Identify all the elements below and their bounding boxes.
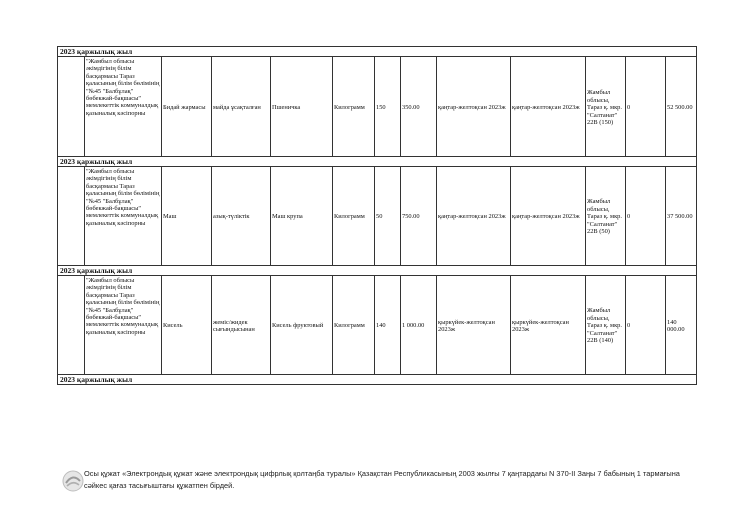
procurement-table: [57, 46, 697, 386]
year-header: 2023 қаржылық жыл: [57, 374, 697, 385]
empty-cell: [58, 57, 85, 159]
total-cell: 37 500.00: [667, 213, 693, 221]
delivery-place-cell: Жамбыл облысы, Тараз қ. мкр. "Салтанат" 22В (50): [586, 167, 626, 267]
delivery-period-cell: қыркүйек-желтоқсан 2023ж: [511, 276, 586, 376]
year-header: 2023 қаржылық жыл: [57, 46, 697, 57]
table-row: [57, 167, 697, 268]
characteristic-cell: майда ұсақталған: [212, 57, 271, 159]
customer-cell: "Жамбыл облысы әкімдігінің білім басқармасы Тараз қаласының білім бөлімінің "№45 "Балбұлақ" бөбекжай-бақшасы" мемлекеттік коммуналдық қазыналық кәсіпорны: [85, 167, 162, 267]
legal-notice: Осы құжат «Электрондық құжат және электрондық цифрлық қолтаңба туралы» Қазақстан Республикасының 2003 жылғы 7 қаңтардағы N 370-II Заңы 7 бабының 1 тармағына сәйкес қағаз тасығыштағы құжатпен бірдей.: [84, 469, 680, 490]
table-row: [57, 276, 697, 377]
e-gov-logo-icon: [60, 468, 86, 494]
advance-cell: 0: [626, 57, 666, 159]
total-cell: 52 500.00: [667, 104, 693, 112]
period-cell: қаңтар-желтоқсан 2023ж: [437, 57, 511, 159]
item-name-cell: Бидай жармасы: [162, 57, 212, 159]
price-cell: 750.00: [401, 167, 437, 267]
advance-cell: 0: [626, 167, 666, 267]
delivery-place-cell: Жамбыл облысы, Тараз қ. мкр. "Салтанат" 22В (150): [586, 57, 626, 159]
year-header: 2023 қаржылық жыл: [57, 265, 697, 276]
unit-cell: Килограмм: [333, 57, 375, 159]
characteristic-cell: жеміс/жидек сығындысынан: [212, 276, 271, 376]
empty-cell: [58, 276, 85, 376]
price-cell: 350.00: [401, 57, 437, 159]
item-name-ru-cell: Пшеничка: [271, 57, 333, 159]
item-name-ru-cell: Маш крупа: [271, 167, 333, 267]
item-name-cell: Маш: [162, 167, 212, 267]
year-header: 2023 қаржылық жыл: [57, 156, 697, 167]
quantity-cell: 50: [375, 167, 401, 267]
advance-cell: 0: [626, 276, 666, 376]
item-name-ru-cell: Кисель фруктовый: [271, 276, 333, 376]
customer-cell: "Жамбыл облысы әкімдігінің білім басқармасы Тараз қаласының білім бөлімінің "№45 "Балбұлақ" бөбекжай-бақшасы" мемлекеттік коммуналдық қазыналық кәсіпорны: [85, 57, 162, 159]
empty-cell: [58, 167, 85, 267]
unit-cell: Килограмм: [333, 276, 375, 376]
delivery-period-cell: қаңтар-желтоқсан 2023ж: [511, 57, 586, 159]
quantity-cell: 150: [375, 57, 401, 159]
total-cell: 140 000.00: [667, 318, 685, 333]
table-row: [57, 57, 697, 160]
characteristic-cell: азық-түліктік: [212, 167, 271, 267]
period-cell: қыркүйек-желтоқсан 2023ж: [437, 276, 511, 376]
price-cell: 1 000.00: [401, 276, 437, 376]
period-cell: қаңтар-желтоқсан 2023ж: [437, 167, 511, 267]
delivery-place-cell: Жамбыл облысы, Тараз қ. мкр. "Салтанат" 22В (140): [586, 276, 626, 376]
item-name-cell: Кисель: [162, 276, 212, 376]
quantity-cell: 140: [375, 276, 401, 376]
customer-cell: "Жамбыл облысы әкімдігінің білім басқармасы Тараз қаласының білім бөлімінің "№45 "Балбұлақ" бөбекжай-бақшасы" мемлекеттік коммуналдық қазыналық кәсіпорны: [85, 276, 162, 376]
unit-cell: Килограмм: [333, 167, 375, 267]
delivery-period-cell: қаңтар-желтоқсан 2023ж: [511, 167, 586, 267]
